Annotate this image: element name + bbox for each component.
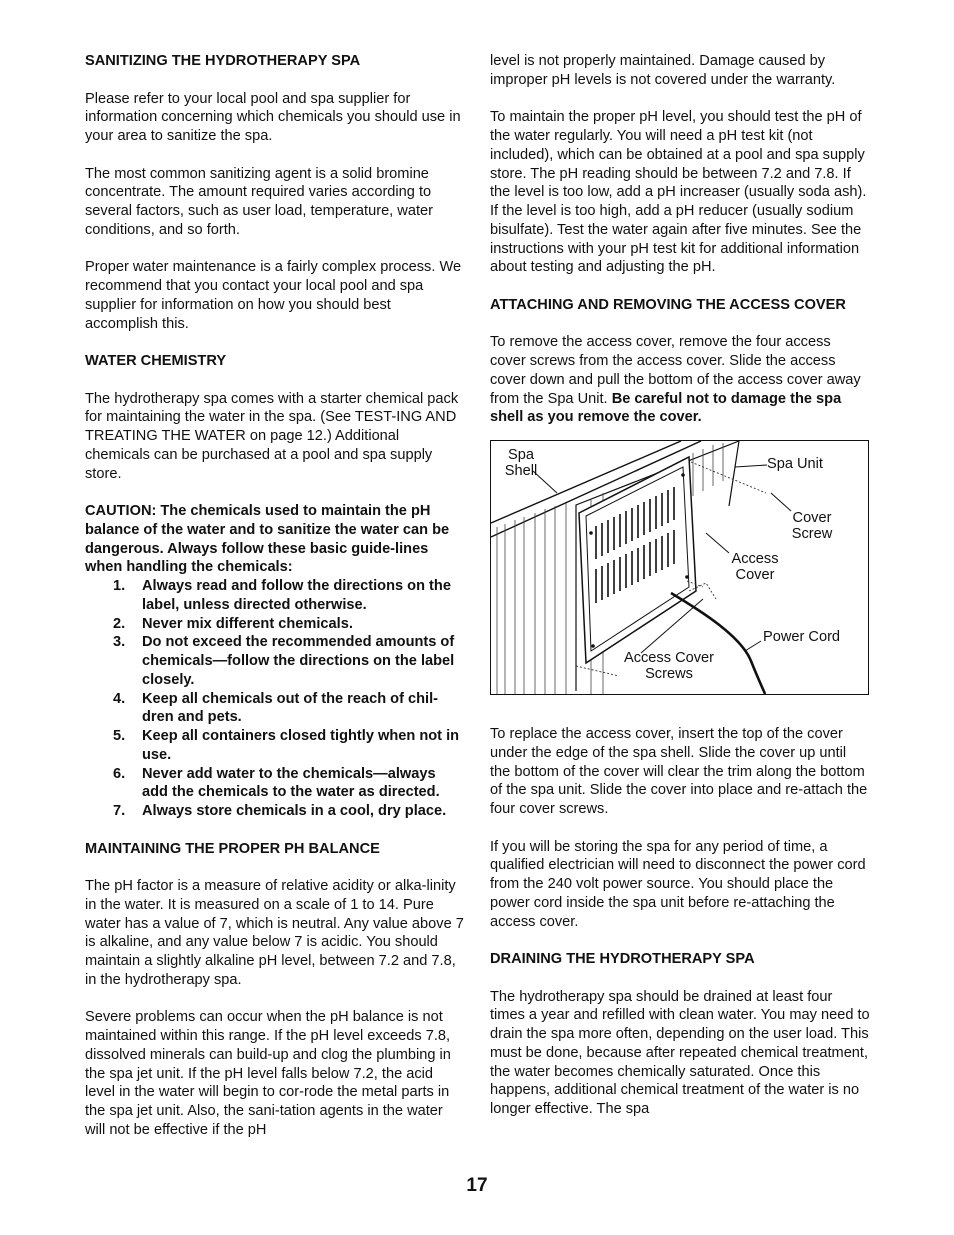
access-cover-diagram <box>490 440 869 695</box>
caution-paragraph: CAUTION: The chemicals used to maintain the pH balance of the water and to sanitize the water can be dangerous. Always follow these basic guide-lines when handling the chemicals: <box>85 503 450 576</box>
water-chemistry-paragraph: The hydrotherapy spa comes with a starter chemical pack for maintaining the water in the spa. (See TEST-ING AND TREATING THE WATER on page 12.) Additional chemicals can be purchased at a pool and spa supply store. <box>85 390 459 482</box>
access-cover-paragraph-1: To remove the access cover, remove the four access cover screws from the access cover. Slide the access cover down and pull the bottom of the access cover away from the Spa Unit. Be careful not to damage the spa shell as you remove the cover. <box>490 334 861 426</box>
access-cover-paragraph-2: To replace the access cover, insert the top of the cover under the edge of the spa shell. Slide the cover up until the bottom of the cover will clear the trim along the bottom of the spa unit. Slide the cover into place and re-attach the four cover screws. <box>490 726 868 817</box>
sanitizing-paragraph-1: Please refer to your local pool and spa supplier for information concerning which chemicals you should use in your area to sanitize the spa. <box>85 90 461 144</box>
access-cover-warning: Be careful not to damage the spa shell as you remove the cover. <box>490 390 842 426</box>
ph-balance-heading: MAINTAINING THE PROPER PH BALANCE <box>85 840 380 857</box>
list-item: 4. Keep all chemicals out of the reach of chil-dren and pets. <box>113 690 439 726</box>
chemical-rules-list <box>85 577 465 821</box>
label-access-cover: Access Cover <box>731 551 779 583</box>
ph-paragraph-2: Severe problems can occur when the pH balance is not maintained within this range. If the pH level exceeds 7.8, dissolved minerals can build-up and clog the plumbing in the spa jet unit. If the pH level falls below 7.2, the acid level in the water will begin to cor-rode the metal parts in the spa jet unit. Also, the sani-tation agents in the water will not be effective if the pH <box>85 1009 451 1138</box>
label-spa-shell: Spa Shell <box>504 447 538 479</box>
list-item: 2. Never mix different chemicals. <box>113 615 353 632</box>
water-chemistry-heading: WATER CHEMISTRY <box>85 353 227 369</box>
sanitizing-paragraph-3: Proper water maintenance is a fairly complex process. We recommend that you contact your local pool and spa supplier for information on how you should best accomplish this. <box>85 259 462 332</box>
left-column <box>85 52 465 1158</box>
access-cover-paragraph-3: If you will be storing the spa for any period of time, a qualified electrician will need to disconnect the power cord from the 240 volt power source. You should place the power cord inside the spa unit before re-attaching the access cover. <box>490 838 866 930</box>
label-access-cover-screws: Access Cover Screws <box>623 650 715 682</box>
label-cover-screw: Cover Screw <box>791 510 833 542</box>
label-spa-unit: Spa Unit <box>767 456 823 472</box>
label-power-cord: Power Cord <box>763 629 841 645</box>
sanitizing-paragraph-2: The most common sanitizing agent is a solid bromine concentrate. The amount required varies according to several factors, such as user load, temperature, water conditions, and so forth. <box>85 165 433 238</box>
ph-continued-paragraph-1: level is not properly maintained. Damage caused by improper pH levels is not covered under the warranty. <box>490 53 836 88</box>
draining-paragraph: The hydrotherapy spa should be drained at least four times a year and refilled with clean water. You may need to drain the spa more often, depending on the user load. This must be done, because after repeated chemical treatment, the water becomes chemically saturated. Once this happens, additional chemical treatment of the water is no longer effective. The spa <box>490 988 870 1117</box>
right-column <box>490 52 870 1138</box>
page-number: 17 <box>466 1175 488 1196</box>
sanitizing-heading: SANITIZING THE HYDROTHERAPY SPA <box>85 53 361 69</box>
ph-paragraph-1: The pH factor is a measure of relative acidity or alka-linity in the water. It is measured on a scale of 1 to 14. Pure water has a value of 7, which is neutral. Any value above 7 is alkaline, and any value below 7 is acidic. You should maintain a slightly alkaline pH level, between 7.2 and 7.8, in the hydrotherapy spa. <box>85 878 464 988</box>
list-item: 5. Keep all containers closed tightly when not in use. <box>113 728 460 763</box>
list-item: 7. Always store chemicals in a cool, dry place. <box>113 803 447 819</box>
draining-heading: DRAINING THE HYDROTHERAPY SPA <box>490 951 755 967</box>
access-cover-heading: ATTACHING AND REMOVING THE ACCESS COVER <box>490 296 846 313</box>
list-item: 3. Do not exceed the recommended amounts of chemicals—follow the directions on the label closely. <box>113 634 455 688</box>
ph-continued-paragraph-2: To maintain the proper pH level, you should test the pH of the water regularly. You will need a pH test kit (not included), which can be obtained at a pool and spa supply store. The pH reading should be between 7.2 and 7.8. If the level is too low, add a pH increaser (usually soda ash). If the level is too high, add a pH reducer (usually sodium bisulfate). Test the water again after five minutes. See the instructions with your pH test kit for additional information about testing and adjusting the pH. <box>490 109 867 276</box>
list-item: 1. Always read and follow the directions on the label, unless directed otherwise. <box>113 578 451 613</box>
list-item: 6. Never add water to the chemicals—always add the chemicals to the water as directed. <box>113 765 440 801</box>
